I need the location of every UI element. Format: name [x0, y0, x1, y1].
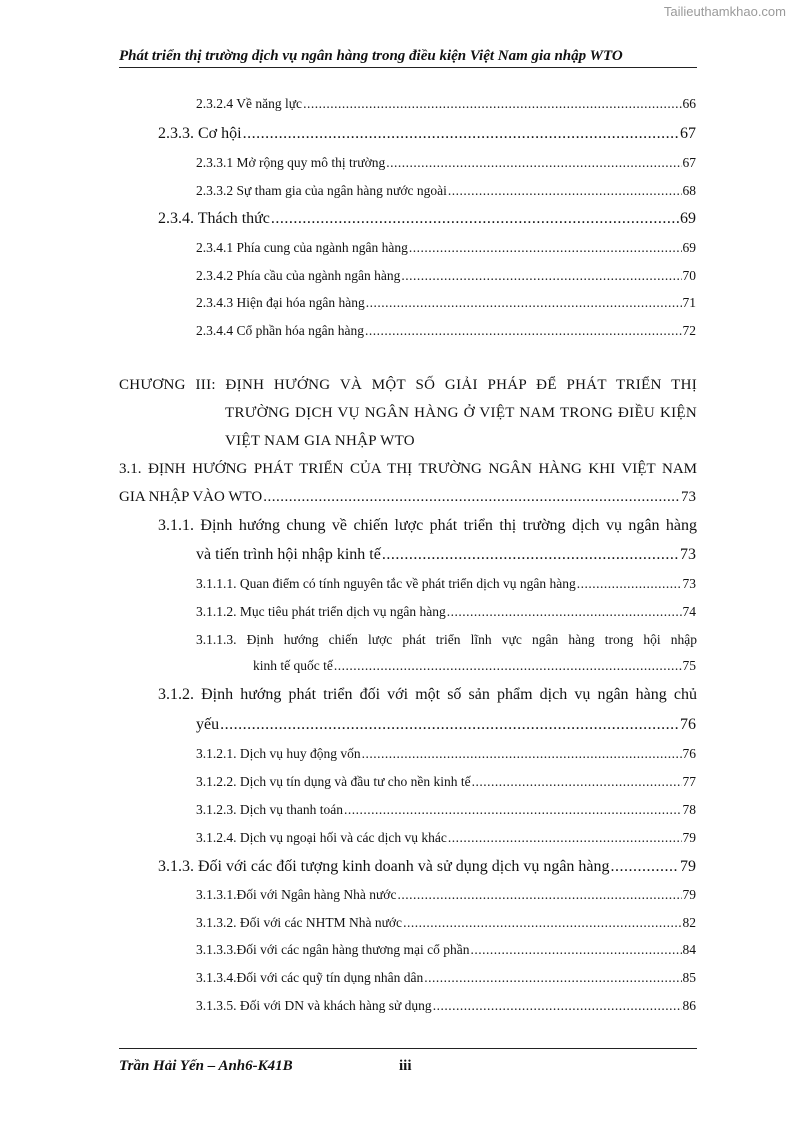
toc-entry-label: GIA NHẬP VÀO WTO — [119, 489, 263, 505]
toc-entry-page: 68 — [682, 183, 696, 198]
toc-entry — [196, 546, 696, 564]
toc-entry-page: 76 — [682, 746, 696, 761]
toc-entry-label: 2.3.4.4 Cổ phần hóa ngân hàng — [196, 323, 364, 338]
toc-entry-label: 3.1.1.1. Quan điểm có tính nguyên tắc về phát triển dịch vụ ngân hàng — [196, 576, 576, 591]
toc-entry-label: 2.3.3.2 Sự tham gia của ngân hàng nước ngoài — [196, 183, 447, 198]
toc-entry-label: 2.3.4.3 Hiện đại hóa ngân hàng — [196, 295, 365, 310]
toc-entry-page: 84 — [682, 942, 696, 957]
toc-entry — [158, 210, 696, 228]
running-header: Phát triển thị trường dịch vụ ngân hàng trong điều kiện Việt Nam gia nhập WTO — [119, 48, 697, 68]
toc-entry — [196, 830, 696, 846]
footer-divider — [119, 1048, 697, 1049]
toc-entry — [196, 887, 696, 903]
watermark: Tailieuthamkhao.com — [663, 4, 786, 19]
section-heading-line1: 3.1. ĐỊNH HƯỚNG PHÁT TRIỂN CỦA THỊ TRƯỜNG NGÂN HÀNG KHI VIỆT NAM — [119, 461, 697, 477]
toc-entry-label: 2.3.2.4 Về năng lực — [196, 96, 303, 111]
toc-entry-page: 67 — [682, 155, 696, 170]
toc-entry-page: 86 — [682, 998, 696, 1013]
toc-entry-page: 85 — [682, 970, 696, 985]
toc-entry-label: yếu — [196, 716, 220, 733]
toc-entry-page: 75 — [682, 658, 696, 673]
toc-entry-label: 2.3.4.2 Phía cầu của ngành ngân hàng — [196, 268, 401, 283]
subsection-heading-line1: 3.1.1. Định hướng chung về chiến lược phát triển thị trường dịch vụ ngân hàng — [158, 517, 697, 534]
toc-entry — [158, 858, 696, 876]
toc-entry — [196, 96, 696, 112]
toc-entry-page: 79 — [682, 830, 696, 845]
chapter-title-line2: TRƯỜNG DỊCH VỤ NGÂN HÀNG Ở VIỆT NAM TRONG ĐIỀU KIỆN — [225, 405, 697, 421]
toc-entry — [196, 802, 696, 818]
toc-entry-page: 79 — [682, 887, 696, 902]
toc-entry — [196, 240, 696, 256]
toc-entry-label: 3.1.1.2. Mục tiêu phát triển dịch vụ ngân hàng — [196, 604, 446, 619]
toc-entry — [196, 604, 696, 620]
toc-entry — [196, 942, 696, 958]
toc-entry-label: 2.3.4.1 Phía cung của ngành ngân hàng — [196, 240, 408, 255]
toc-entry — [119, 489, 696, 506]
toc-entry-label: 3.1.2.4. Dịch vụ ngoại hối và các dịch vụ khác — [196, 830, 447, 845]
toc-entry-page: 70 — [682, 268, 696, 283]
chapter-title-line1: CHƯƠNG III: ĐỊNH HƯỚNG VÀ MỘT SỐ GIẢI PHÁP ĐỂ PHÁT TRIỂN THỊ — [119, 377, 697, 393]
footer-author: Trần Hải Yến – Anh6-K41B — [119, 1058, 293, 1074]
chapter-title-line3: VIỆT NAM GIA NHẬP WTO — [225, 433, 415, 449]
toc-entry — [196, 746, 696, 762]
toc-entry — [196, 716, 696, 734]
toc-entry-page: 79 — [680, 858, 696, 875]
toc-entry-page: 69 — [682, 240, 696, 255]
toc-entry — [196, 774, 696, 790]
toc-entry-page: 73 — [682, 576, 696, 591]
toc-entry-page: 77 — [682, 774, 696, 789]
toc-entry-page: 73 — [680, 546, 696, 563]
toc-entry-label: 3.1.3.4.Đối với các quỹ tín dụng nhân dân — [196, 970, 424, 985]
toc-entry — [196, 323, 696, 339]
toc-entry — [196, 268, 696, 284]
toc-entry — [196, 295, 696, 311]
toc-entry-page: 71 — [682, 295, 696, 310]
toc-entry-label: 3.1.3. Đối với các đối tượng kinh doanh và sử dụng dịch vụ ngân hàng — [158, 858, 610, 875]
toc-entry — [253, 658, 696, 674]
toc-entry-label: 3.1.3.2. Đối với các NHTM Nhà nước — [196, 915, 403, 930]
toc-entry-label: kinh tế quốc tế — [253, 658, 333, 673]
toc-entry-page: 72 — [682, 323, 696, 338]
toc-entry-label: 3.1.3.5. Đối với DN và khách hàng sử dụng — [196, 998, 432, 1013]
toc-entry-page: 76 — [680, 716, 696, 733]
toc-entry — [158, 125, 696, 143]
toc-entry-page: 82 — [682, 915, 696, 930]
toc-entry — [196, 576, 696, 592]
toc-entry-label: 2.3.3.1 Mở rộng quy mô thị trường — [196, 155, 386, 170]
toc-entry-page: 66 — [682, 96, 696, 111]
toc-entry-page: 74 — [682, 604, 696, 619]
toc-entry — [196, 915, 696, 931]
toc-entry — [196, 998, 696, 1014]
toc-entry — [196, 183, 696, 199]
toc-entry-page: 67 — [680, 125, 696, 142]
toc-entry-label: và tiến trình hội nhập kinh tế — [196, 546, 381, 563]
toc-entry — [196, 970, 696, 986]
toc-entry-label: 3.1.2.3. Dịch vụ thanh toán — [196, 802, 343, 817]
toc-entry — [196, 155, 696, 171]
footer-page-number: iii — [399, 1058, 412, 1074]
toc-entry-page: 78 — [682, 802, 696, 817]
toc-entry-page: 73 — [681, 489, 696, 505]
toc-entry-label: 2.3.3. Cơ hội — [158, 125, 242, 142]
toc-entry-label: 2.3.4. Thách thức — [158, 210, 270, 227]
toc-entry-page: 69 — [680, 210, 696, 227]
toc-entry-label: 3.1.3.1.Đối với Ngân hàng Nhà nước — [196, 887, 397, 902]
toc-entry-label: 3.1.2.2. Dịch vụ tín dụng và đầu tư cho nền kinh tế — [196, 774, 471, 789]
toc-entry-label: 3.1.3.3.Đối với các ngân hàng thương mại cổ phần — [196, 942, 470, 957]
subsection-heading-line1: 3.1.2. Định hướng phát triển đối với một số sản phẩm dịch vụ ngân hàng chủ — [158, 686, 697, 703]
toc-entry-line1: 3.1.1.3. Định hướng chiến lược phát triển lĩnh vực ngân hàng trong hội nhập — [196, 632, 697, 647]
toc-entry-label: 3.1.2.1. Dịch vụ huy động vốn — [196, 746, 361, 761]
